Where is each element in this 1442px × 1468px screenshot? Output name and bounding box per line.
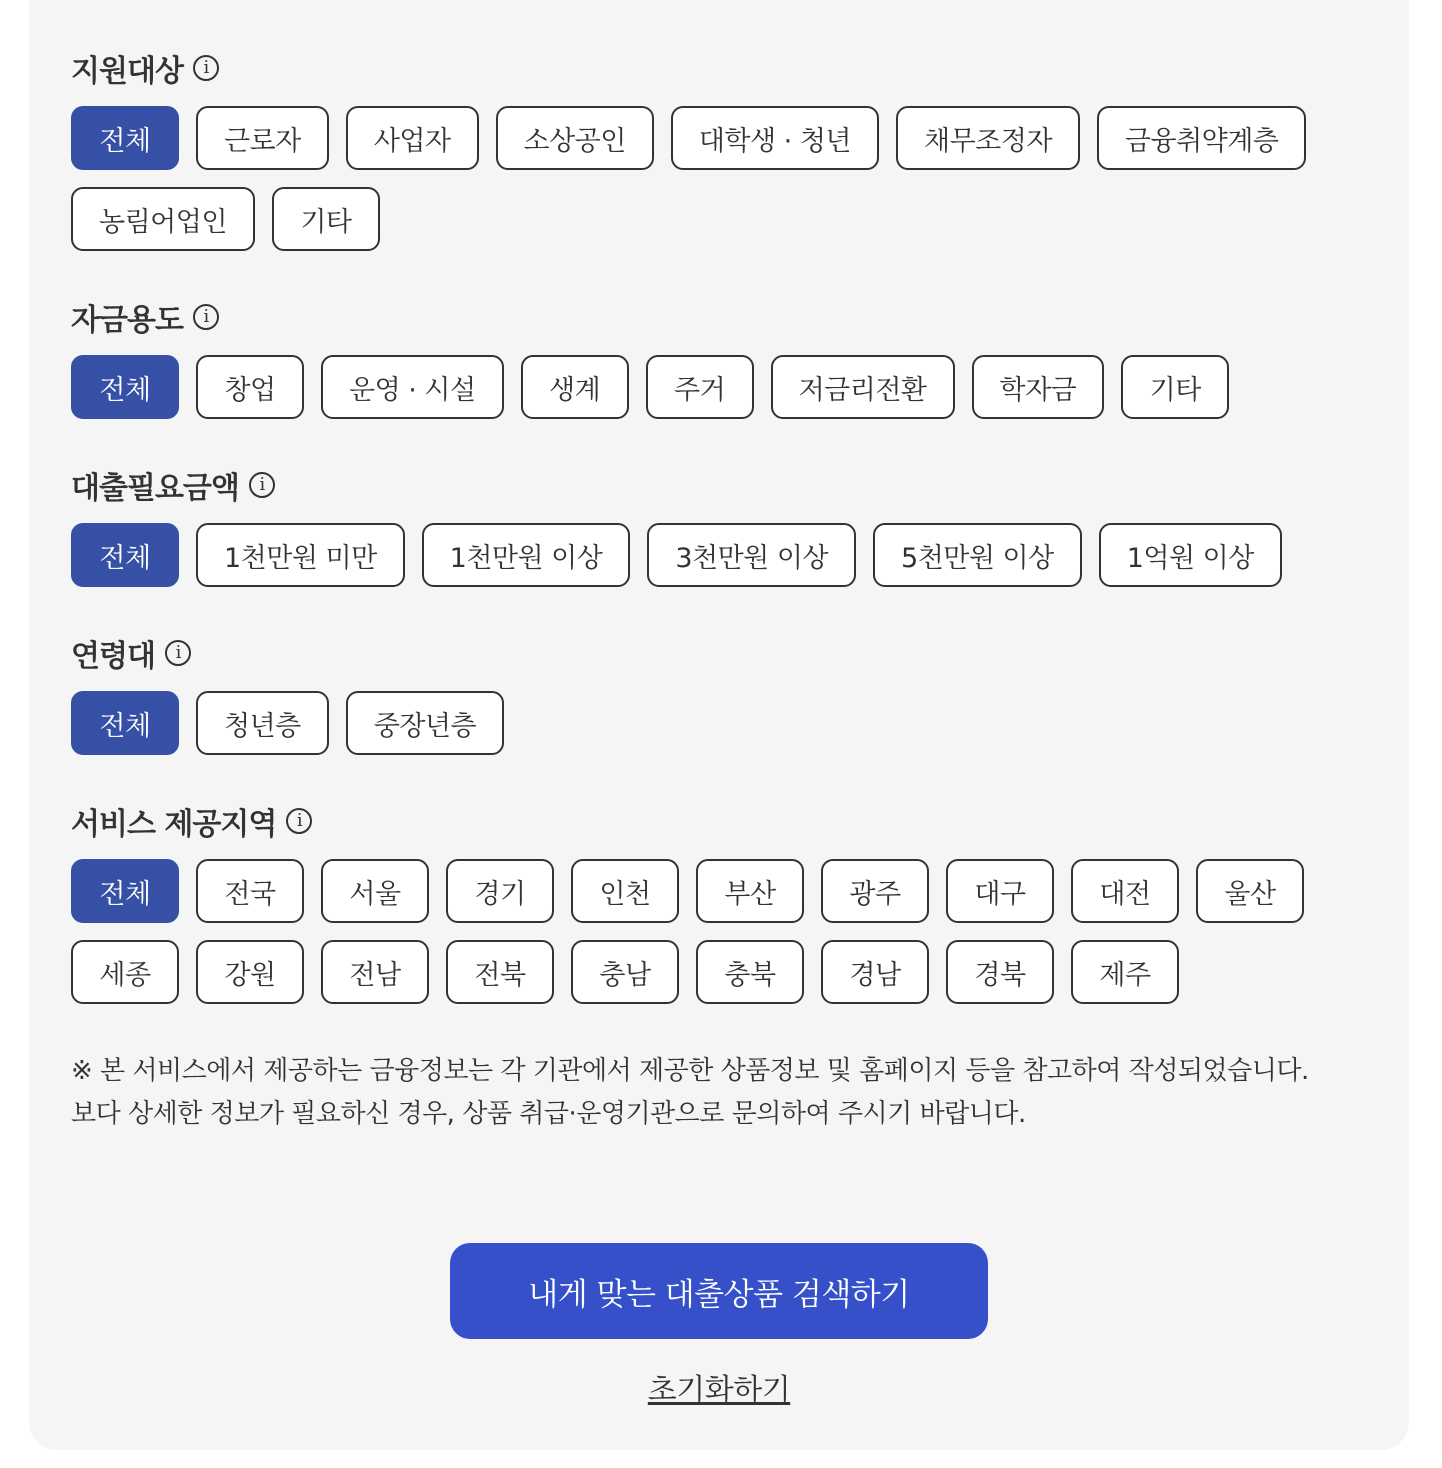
- option-chip[interactable]: 대전: [1071, 859, 1179, 923]
- notice-line-2: 보다 상세한 정보가 필요하신 경우, 상품 취급·운영기관으로 문의하여 주시기 바랍니다.: [71, 1099, 1026, 1129]
- option-chip[interactable]: 전남: [321, 940, 429, 1004]
- section-title: [71, 465, 1409, 505]
- option-chip[interactable]: 세종: [71, 940, 179, 1004]
- filter-section: [71, 465, 1409, 587]
- option-chip[interactable]: 3천만원 이상: [647, 523, 856, 587]
- option-chip[interactable]: 생계: [521, 355, 629, 419]
- option-chips: [71, 691, 1351, 755]
- option-chip[interactable]: 저금리전환: [771, 355, 955, 419]
- option-chip[interactable]: 인천: [571, 859, 679, 923]
- info-icon[interactable]: i: [193, 55, 219, 81]
- option-chip[interactable]: 전체: [71, 355, 179, 419]
- option-chip[interactable]: 학자금: [972, 355, 1105, 419]
- option-chip[interactable]: 농림어업인: [71, 187, 255, 251]
- option-chip[interactable]: 기타: [272, 187, 380, 251]
- option-chip[interactable]: 충북: [696, 940, 804, 1004]
- option-chip[interactable]: 1천만원 이상: [422, 523, 631, 587]
- filter-section: [71, 633, 1409, 755]
- notice-text: [71, 1050, 1361, 1136]
- section-title: [71, 297, 1409, 337]
- option-chip[interactable]: 청년층: [196, 691, 329, 755]
- filter-section: [71, 801, 1409, 1004]
- filter-panel: [29, 0, 1409, 1450]
- section-title: [71, 633, 1409, 673]
- section-title-text: 대출필요금액: [71, 471, 239, 506]
- option-chip[interactable]: 제주: [1071, 940, 1179, 1004]
- option-chip[interactable]: 경기: [446, 859, 554, 923]
- option-chip[interactable]: 중장년층: [346, 691, 504, 755]
- notice-line-1: ※ 본 서비스에서 제공하는 금융정보는 각 기관에서 제공한 상품정보 및 홈페이지 등을 참고하여 작성되었습니다.: [71, 1056, 1309, 1086]
- section-title: [71, 48, 1409, 88]
- option-chip[interactable]: 강원: [196, 940, 304, 1004]
- option-chip[interactable]: 대구: [946, 859, 1054, 923]
- info-icon[interactable]: i: [193, 304, 219, 330]
- filter-sections: [71, 48, 1409, 1004]
- section-title: [71, 801, 1409, 841]
- info-icon[interactable]: i: [249, 472, 275, 498]
- section-title-text: 자금용도: [71, 303, 183, 338]
- option-chip[interactable]: 전체: [71, 859, 179, 923]
- option-chip[interactable]: 경북: [946, 940, 1054, 1004]
- option-chip[interactable]: 사업자: [346, 106, 479, 170]
- option-chips: [71, 106, 1351, 251]
- search-loan-button[interactable]: 내게 맞는 대출상품 검색하기: [450, 1243, 988, 1339]
- section-title-text: 서비스 제공지역: [71, 807, 277, 842]
- option-chip[interactable]: 5천만원 이상: [873, 523, 1082, 587]
- option-chip[interactable]: 1천만원 미만: [196, 523, 405, 587]
- option-chip[interactable]: 창업: [196, 355, 304, 419]
- option-chip[interactable]: 전체: [71, 691, 179, 755]
- option-chip[interactable]: 1억원 이상: [1099, 523, 1282, 587]
- option-chip[interactable]: 광주: [821, 859, 929, 923]
- option-chip[interactable]: 채무조정자: [896, 106, 1080, 170]
- option-chip[interactable]: 경남: [821, 940, 929, 1004]
- option-chip[interactable]: 부산: [696, 859, 804, 923]
- option-chip[interactable]: 전체: [71, 106, 179, 170]
- section-title-text: 연령대: [71, 639, 155, 674]
- option-chip[interactable]: 전국: [196, 859, 304, 923]
- option-chips: [71, 355, 1351, 419]
- option-chip[interactable]: 충남: [571, 940, 679, 1004]
- info-icon[interactable]: i: [286, 808, 312, 834]
- option-chip[interactable]: 서울: [321, 859, 429, 923]
- option-chip[interactable]: 소상공인: [496, 106, 654, 170]
- option-chip[interactable]: 전체: [71, 523, 179, 587]
- option-chip[interactable]: 운영 · 시설: [321, 355, 504, 419]
- option-chip[interactable]: 울산: [1196, 859, 1304, 923]
- reset-link[interactable]: 초기화하기: [647, 1373, 791, 1408]
- option-chips: [71, 859, 1351, 1004]
- info-icon[interactable]: i: [165, 640, 191, 666]
- option-chips: [71, 523, 1351, 587]
- section-title-text: 지원대상: [71, 54, 183, 89]
- option-chip[interactable]: 주거: [646, 355, 754, 419]
- filter-section: [71, 48, 1409, 251]
- filter-section: [71, 297, 1409, 419]
- option-chip[interactable]: 금융취약계층: [1097, 106, 1307, 170]
- option-chip[interactable]: 기타: [1121, 355, 1229, 419]
- option-chip[interactable]: 대학생 · 청년: [671, 106, 879, 170]
- option-chip[interactable]: 근로자: [196, 106, 329, 170]
- option-chip[interactable]: 전북: [446, 940, 554, 1004]
